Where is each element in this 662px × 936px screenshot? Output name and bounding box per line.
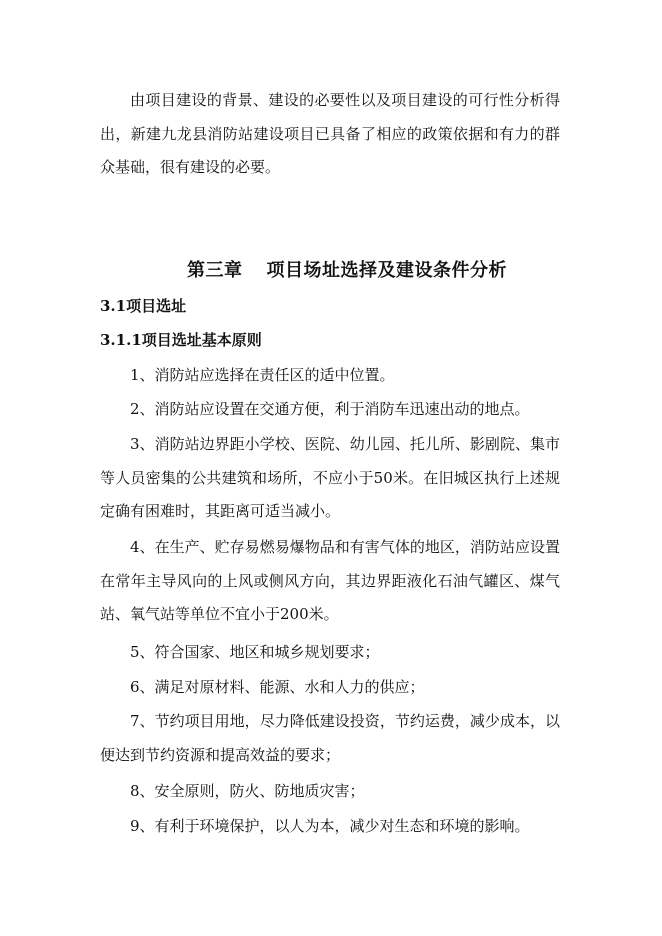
principle-item-8: 8、安全原则，防火、防地质灾害； xyxy=(130,782,365,800)
section-heading: 3.1项目选址 xyxy=(100,297,187,315)
subsection-heading: 3.1.1项目选址基本原则 xyxy=(100,331,262,349)
chapter-name: 项目场址选择及建设条件分析 xyxy=(266,260,507,281)
principle-item-6: 6、满足对原材料、能源、水和人力的供应； xyxy=(130,678,425,696)
principle-item-4: 4、在生产、贮存易燃易爆物品和有害气体的地区，消防站应设置在常年主导风向的上风或侧风方向，其边界距液化石油气罐区、煤气站、氧气站等单位不宜小于200米。 xyxy=(100,538,560,623)
principle-item-5: 5、符合国家、地区和城乡规划要求； xyxy=(130,643,380,661)
principle-item-1: 1、消防站应选择在责任区的适中位置。 xyxy=(130,366,395,384)
principle-item-2: 2、消防站应设置在交通方便，利于消防车迅速出动的地点。 xyxy=(130,400,530,418)
chapter-number: 第三章 xyxy=(187,260,243,281)
principle-item-9: 9、有利于环境保护，以人为本，减少对生态和环境的影响。 xyxy=(130,817,530,835)
principle-item-3: 3、消防站边界距小学校、医院、幼儿园、托儿所、影剧院、集市等人员密集的公共建筑和场所，不应小于50米。在旧城区执行上述规定确有困难时，其距离可适当减小。 xyxy=(100,435,560,520)
principle-item-7: 7、节约项目用地，尽力降低建设投资，节约运费，减少成本，以便达到节约资源和提高效益的要求； xyxy=(100,712,560,764)
intro-paragraph: 由项目建设的背景、建设的必要性以及项目建设的可行性分析得出，新建九龙县消防站建设项目已具备了相应的政策依据和有力的群众基础，很有建设的必要。 xyxy=(100,91,560,176)
chapter-title xyxy=(100,256,560,286)
